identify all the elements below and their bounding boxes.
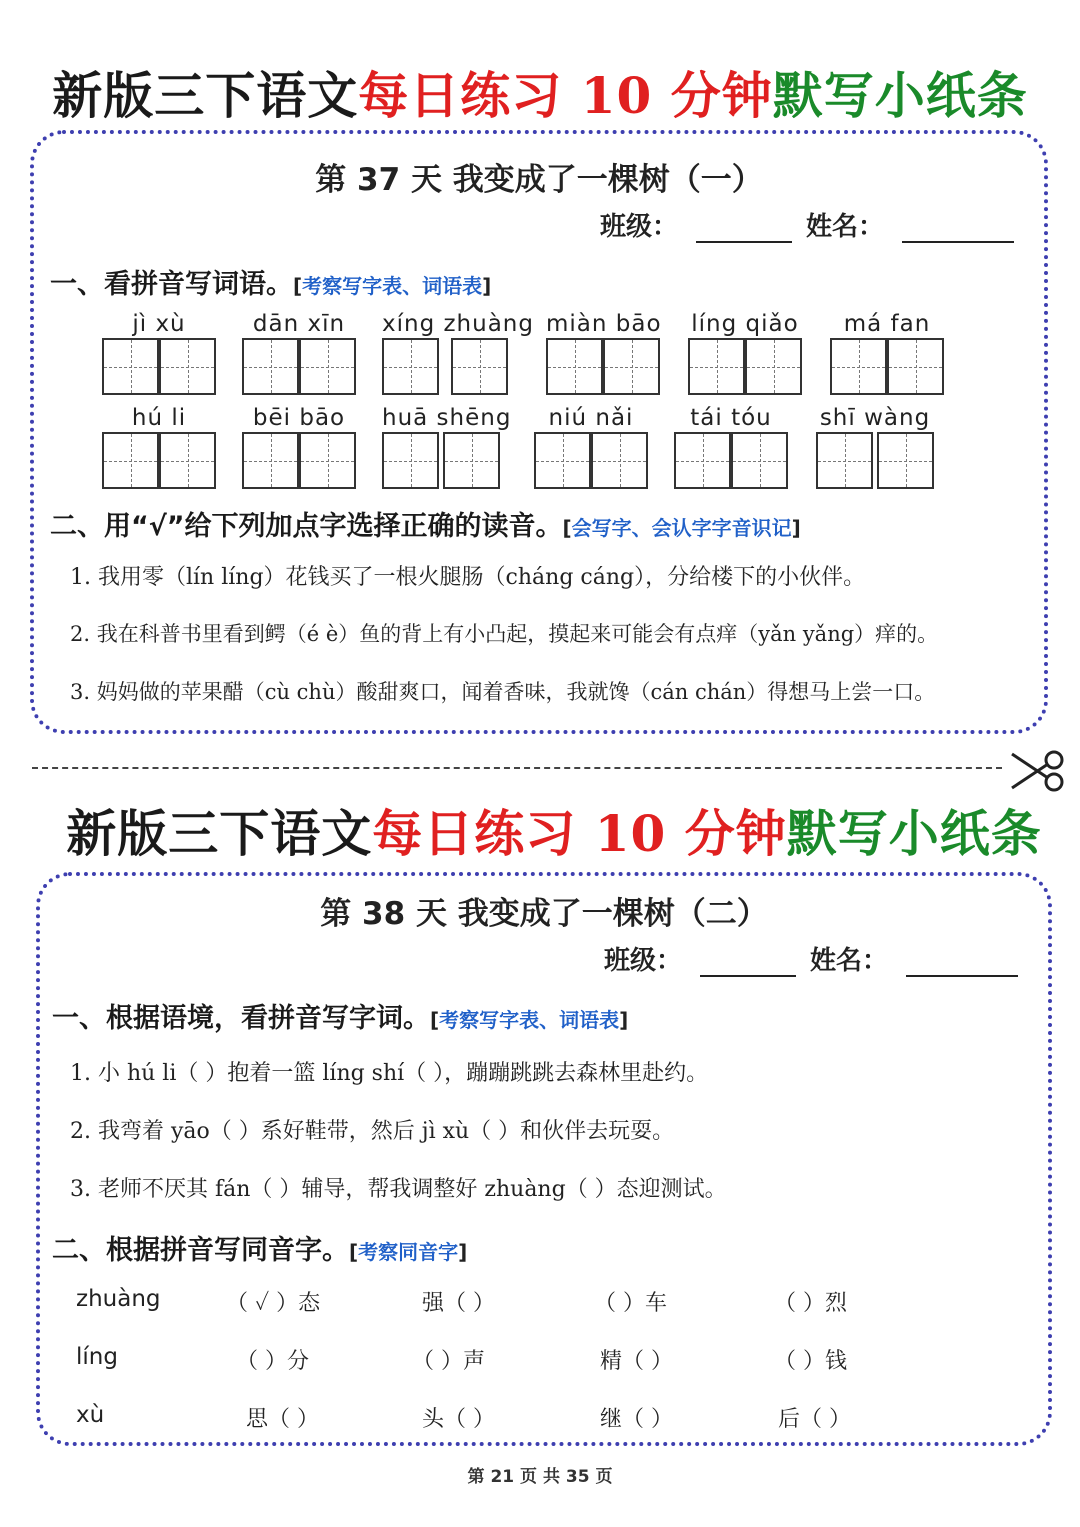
writing-grid[interactable]	[688, 338, 802, 395]
day38-title: 第 38 天 我变成了一棵树（二）	[320, 896, 768, 932]
page-title-2	[14, 794, 1080, 866]
day38-section1-title	[52, 996, 628, 1035]
writing-grid[interactable]	[534, 432, 648, 489]
pinyin: shī wàng	[819, 405, 931, 431]
word-box	[242, 310, 356, 395]
section-tag: [考察写字表、词语表]	[430, 1008, 629, 1032]
pinyin: tái tóu	[690, 405, 772, 431]
class-label: 班级：	[599, 212, 678, 242]
pinyin: niú nǎi	[548, 405, 634, 431]
class-blank[interactable]	[696, 217, 792, 243]
question-line[interactable]: 1. 我用零（lín líng）花钱买了一根火腿肠（cháng cáng），分给楼下的小伙伴。	[70, 565, 866, 590]
day38-panel	[36, 872, 1052, 1446]
homophone-item[interactable]: 继（ ）	[600, 1407, 673, 1432]
cut-line	[32, 767, 1002, 769]
homophone-item[interactable]: （ ）烈	[774, 1291, 847, 1316]
section-heading: 二、根据拼音写同音字。	[52, 1235, 349, 1266]
homophone-item[interactable]: 头（ ）	[422, 1407, 495, 1432]
class-blank[interactable]	[700, 951, 796, 977]
homophone-item[interactable]: （ ）车	[594, 1291, 667, 1316]
pinyin: xíng zhuàng	[382, 311, 534, 337]
homophone-item[interactable]: （ ✓ ）态	[226, 1291, 321, 1316]
day37-fill-row	[600, 206, 1014, 243]
page-footer: 第 21 页 共 35 页	[467, 1467, 613, 1487]
question-line[interactable]: 1. 小 hú li（ ）抱着一篮 líng shí（ ），蹦蹦跳跳去森林里赴约。	[70, 1061, 709, 1086]
pinyin: dān xīn	[252, 311, 346, 337]
word-box	[242, 404, 356, 489]
pinyin: líng qiǎo	[691, 311, 799, 337]
writing-grid[interactable]	[102, 432, 216, 489]
homophone-item[interactable]: 精（ ）	[600, 1349, 673, 1374]
question-line[interactable]: 2. 我弯着 yāo（ ）系好鞋带，然后 jì xù（ ）和伙伴去玩耍。	[70, 1119, 675, 1144]
homophone-pinyin: zhuàng	[76, 1286, 161, 1312]
class-label: 班级：	[603, 946, 682, 976]
pinyin: bēi bāo	[252, 405, 346, 431]
word-box	[830, 310, 944, 395]
pinyin: jì xù	[132, 311, 186, 337]
writing-grid[interactable]	[102, 338, 216, 395]
section-tag: [考察写字表、词语表]	[293, 274, 492, 298]
section-heading: 一、根据语境，看拼音写字词。	[52, 1003, 430, 1034]
writing-grid[interactable]	[546, 338, 662, 395]
word-box	[102, 404, 216, 489]
day37-panel	[30, 130, 1048, 734]
writing-grid[interactable]	[816, 432, 934, 489]
question-line[interactable]: 3. 妈妈做的苹果醋（cù chù）酸甜爽口，闻着香味，我就馋（cán chán）得想马上尝一口。	[70, 680, 936, 704]
question-line[interactable]: 3. 老师不厌其 fán（ ）辅导，帮我调整好 zhuàng（ ）态迎测试。	[70, 1177, 727, 1202]
title-part-black: 新版三下语文	[66, 804, 373, 863]
writing-grid[interactable]	[830, 338, 944, 395]
homophone-item[interactable]: 思（ ）	[246, 1407, 319, 1432]
writing-grid[interactable]	[382, 338, 534, 395]
section-heading: 一、看拼音写词语。	[50, 269, 293, 300]
word-box	[102, 310, 216, 395]
scissors-icon	[1008, 748, 1066, 794]
name-blank[interactable]	[906, 951, 1018, 977]
word-box	[816, 404, 934, 489]
title-part-green: 默写小纸条	[772, 66, 1028, 125]
title-part-red: 每日练习 10 分钟	[358, 66, 773, 125]
title-part-black: 新版三下语文	[52, 66, 359, 125]
day37-section2-title	[50, 504, 801, 543]
pinyin: miàn bāo	[546, 311, 662, 337]
word-box	[382, 404, 511, 489]
homophone-pinyin: líng	[76, 1344, 118, 1370]
section-tag: [考察同音字]	[349, 1240, 468, 1264]
pinyin: hú li	[131, 405, 187, 431]
title-part-red: 每日练习 10 分钟	[372, 804, 787, 863]
question-line[interactable]: 2. 我在科普书里看到鳄（é è）鱼的背上有小凸起，摸起来可能会有点痒（yǎn yǎng）痒的。	[70, 622, 939, 646]
pinyin: má fan	[843, 311, 931, 337]
word-box	[382, 310, 534, 395]
name-label: 姓名：	[809, 946, 888, 976]
day38-section2-title	[52, 1228, 467, 1267]
homophone-item[interactable]: （ ）分	[236, 1349, 309, 1374]
word-box	[534, 404, 648, 489]
name-blank[interactable]	[902, 217, 1014, 243]
pinyin: huā shēng	[382, 405, 512, 431]
day37-title: 第 37 天 我变成了一棵树（一）	[315, 162, 763, 198]
title-part-green: 默写小纸条	[786, 804, 1042, 863]
writing-grid[interactable]	[382, 432, 511, 489]
writing-grid[interactable]	[242, 338, 356, 395]
name-label: 姓名：	[805, 212, 884, 242]
day37-section1-title	[50, 262, 491, 301]
homophone-pinyin: xù	[76, 1402, 105, 1428]
homophone-item[interactable]: 强（ ）	[422, 1291, 495, 1316]
page-title	[0, 56, 1080, 128]
writing-grid[interactable]	[242, 432, 356, 489]
section-tag: [会写字、会认字字音识记]	[562, 516, 801, 540]
section-heading: 二、用“√”给下列加点字选择正确的读音。	[50, 511, 563, 542]
word-box	[674, 404, 788, 489]
homophone-item[interactable]: 后（ ）	[778, 1407, 851, 1432]
word-box	[546, 310, 662, 395]
homophone-item[interactable]: （ ）声	[412, 1349, 485, 1374]
homophone-item[interactable]: （ ）钱	[774, 1349, 847, 1374]
writing-grid[interactable]	[674, 432, 788, 489]
word-box	[688, 310, 802, 395]
day38-fill-row	[604, 940, 1018, 977]
